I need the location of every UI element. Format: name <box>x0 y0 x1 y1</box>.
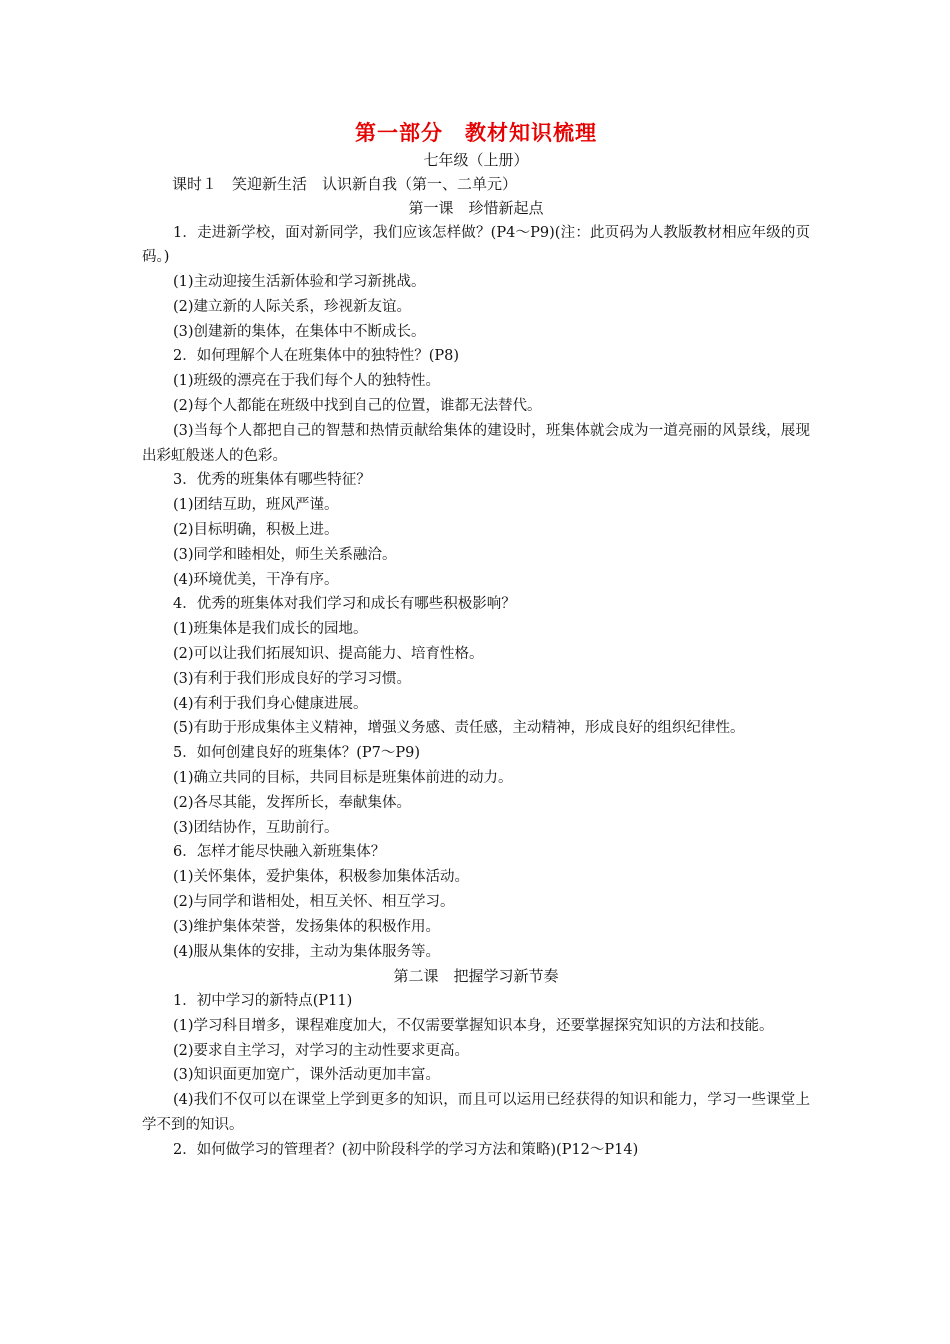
answer-item: (2)各尽其能，发挥所长，奉献集体。 <box>173 794 412 811</box>
answer-item: (4)我们不仅可以在课堂上学到更多的知识，而且可以运用已经获得的知识和能力，学习一些课堂上学不到的知识。 <box>142 1092 810 1133</box>
question-item: 6．怎样才能尽快融入新班集体？ <box>173 844 386 861</box>
grade-subtitle: 七年级（上册） <box>423 151 529 169</box>
answer-item: (4)有利于我们身心健康进展。 <box>173 695 368 712</box>
answer-item: (2)建立新的人际关系，珍视新友谊。 <box>173 298 412 315</box>
answer-item: (3)团结协作，互助前行。 <box>173 819 339 836</box>
answer-item: (1)关怀集体，爱护集体，积极参加集体活动。 <box>173 869 470 886</box>
answer-item: (2)目标明确，积极上进。 <box>173 522 339 539</box>
answer-item: (3)维护集体荣誉，发扬集体的积极作用。 <box>173 918 441 935</box>
question-item: 1．走进新学校，面对新同学，我们应该怎样做？(P4～P9)(注：此页码为人教版教材相应年级的页码。) <box>142 224 810 266</box>
document-page <box>142 118 810 1162</box>
answer-item: (3)知识面更加宽广，课外活动更加丰富。 <box>173 1067 441 1084</box>
question-item: 3．优秀的班集体有哪些特征？ <box>173 472 371 489</box>
answer-item: (1)班级的漂亮在于我们每个人的独特性。 <box>173 373 441 390</box>
page-title: 第一部分 教材知识梳理 <box>355 120 597 145</box>
question-item: 5．如何创建良好的班集体？(P7～P9) <box>173 745 421 762</box>
section-heading: 第二课 把握学习新节奏 <box>393 967 559 986</box>
answer-item: (3)创建新的集体，在集体中不断成长。 <box>173 323 426 340</box>
answer-item: (2)可以让我们拓展知识、提高能力、培育性格。 <box>173 646 484 663</box>
answer-item: (2)要求自主学习，对学习的主动性要求更高。 <box>173 1042 470 1059</box>
question-item: 2．如何理解个人在班集体中的独特性？(P8) <box>173 348 460 365</box>
lesson-heading: 课时１ 笑迎新生活 认识新自我（第一、二单元） <box>172 175 518 193</box>
answer-item: (3)当每个人都把自己的智慧和热情贡献给集体的建设时，班集体就会成为一道亮丽的风景线，展现出彩虹般迷人的色彩。 <box>142 422 810 464</box>
question-item: 2．如何做学习的管理者？(初中阶段科学的学习方法和策略)(P12～P14) <box>173 1141 639 1158</box>
question-item: 1．初中学习的新特点(P11) <box>173 992 353 1009</box>
answer-item: (1)团结互助，班风严谨。 <box>173 497 339 514</box>
answer-item: (5)有助于形成集体主义精神，增强义务感、责任感，主动精神，形成良好的组织纪律性。 <box>173 720 745 737</box>
section-heading: 第一课 珍惜新起点 <box>408 199 544 217</box>
answer-item: (1)确立共同的目标，共同目标是班集体前进的动力。 <box>173 770 513 787</box>
question-item: 4．优秀的班集体对我们学习和成长有哪些积极影响？ <box>173 596 516 613</box>
answer-item: (3)同学和睦相处，师生关系融洽。 <box>173 546 397 563</box>
answer-item: (2)每个人都能在班级中找到自己的位置，谁都无法替代。 <box>173 398 542 415</box>
answer-item: (4)服从集体的安排，主动为集体服务等。 <box>173 943 441 960</box>
answer-item: (4)环境优美，干净有序。 <box>173 571 339 588</box>
answer-item: (1)主动迎接生活新体验和学习新挑战。 <box>173 274 426 291</box>
answer-item: (1)班集体是我们成长的园地。 <box>173 621 368 638</box>
answer-item: (2)与同学和谐相处，相互关怀、相互学习。 <box>173 894 455 911</box>
answer-item: (1)学习科目增多，课程难度加大，不仅需要掌握知识本身，还要掌握探究知识的方法和技能。 <box>173 1017 774 1034</box>
answer-item: (3)有利于我们形成良好的学习习惯。 <box>173 670 412 687</box>
